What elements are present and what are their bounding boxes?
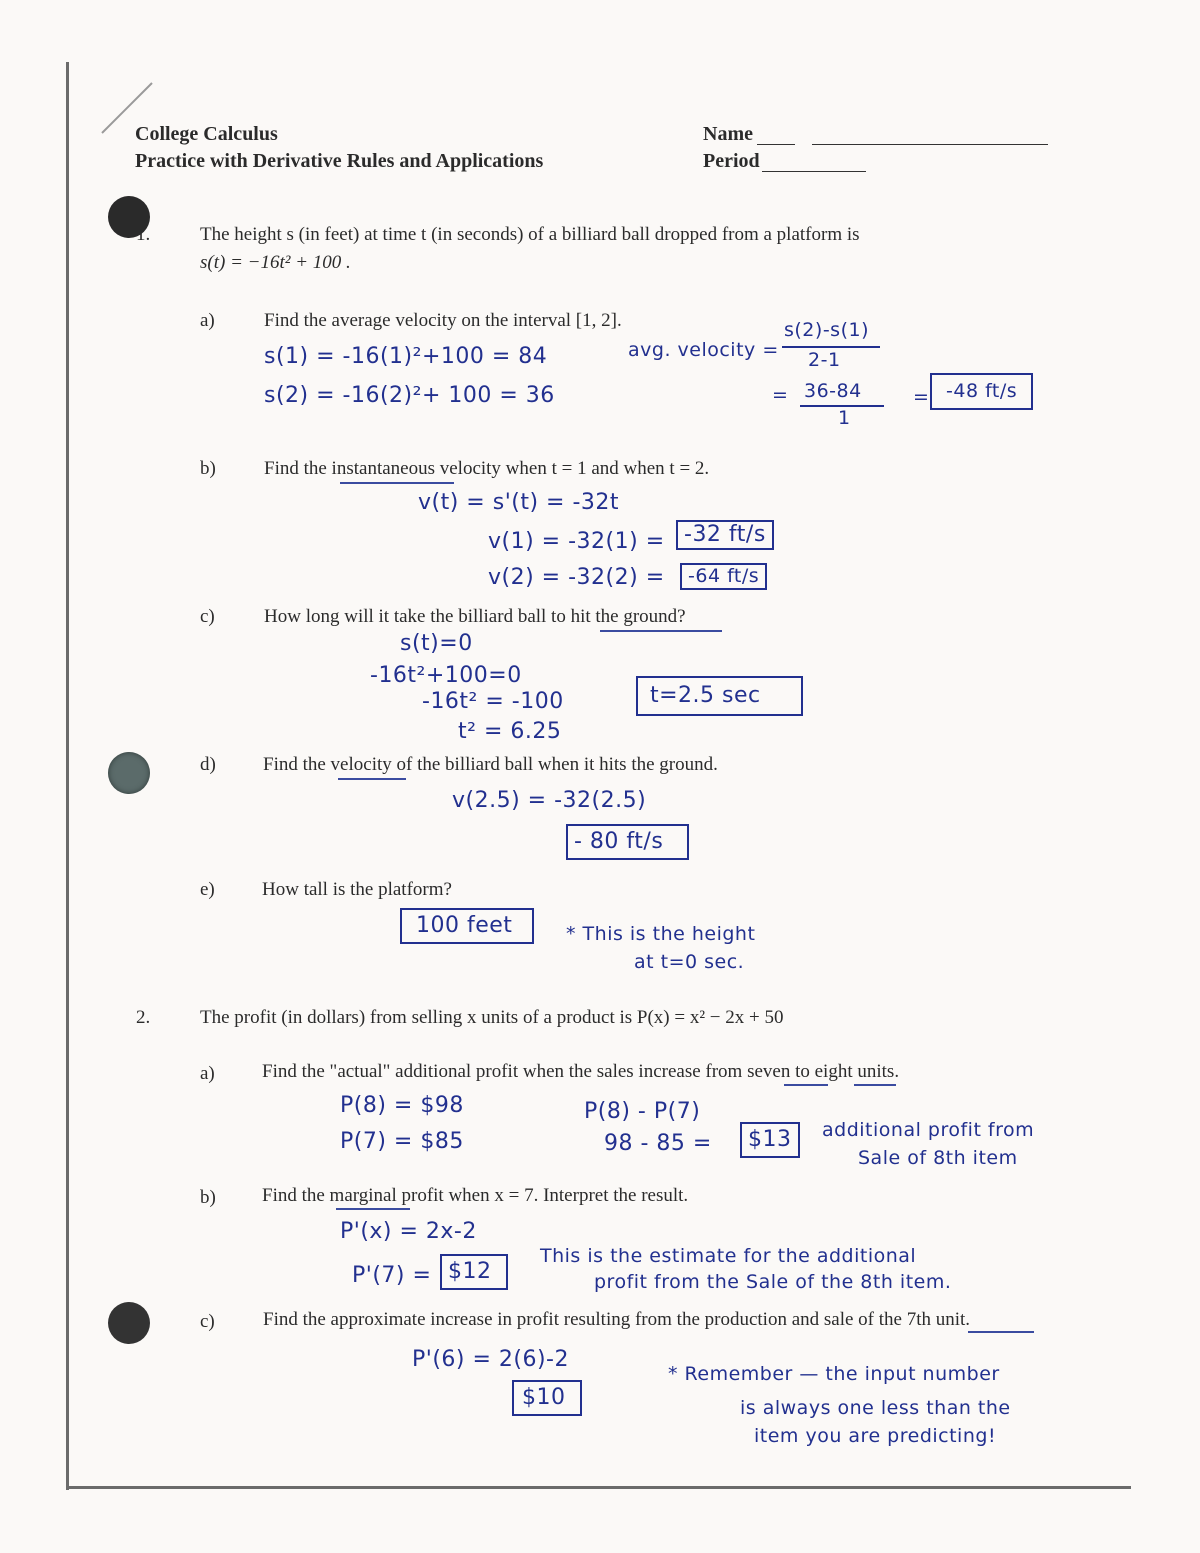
work-1c-step3: -16t² = -100 [422, 689, 564, 714]
answer-1e: 100 feet [400, 908, 534, 944]
answer-2a-wrap [740, 1122, 800, 1158]
work-1c-step2: -16t²+100=0 [370, 663, 522, 688]
answer-1b-v1: -32 ft/s [676, 520, 774, 550]
work-2a-diff1: P(8) - P(7) [584, 1099, 701, 1124]
answer-2c-wrap [512, 1380, 582, 1416]
work-1a-eq2: = [913, 386, 930, 408]
note-2b-line1: This is the estimate for the additional [540, 1245, 917, 1267]
frac-1-bar [782, 346, 880, 348]
answer-1c: t=2.5 sec [636, 676, 803, 716]
note-2c-line2: is always one less than the [740, 1397, 1011, 1419]
underline-instantaneous [340, 482, 454, 484]
part-1e-label: e) [200, 879, 215, 900]
answer-1b-v2: -64 ft/s [680, 563, 767, 590]
part-1b-question: Find the instantaneous velocity when t = 1 and when t = 2. [264, 458, 710, 479]
answer-2b: $12 [440, 1254, 508, 1290]
part-1d-label: d) [200, 754, 216, 775]
underline-seven [784, 1084, 828, 1086]
work-1b-v1: v(1) = -32(1) = [488, 529, 665, 554]
answer-2c: $10 [512, 1380, 582, 1416]
name-line-1[interactable] [757, 144, 795, 145]
work-1a-frac1-den: 2-1 [808, 349, 841, 371]
problem-1-formula: s(t) = −16t² + 100 . [200, 252, 351, 273]
part-1c-label: c) [200, 606, 215, 627]
work-1d: v(2.5) = -32(2.5) [452, 788, 647, 813]
part-1b-label: b) [200, 458, 216, 479]
underline-7th-unit [968, 1331, 1034, 1333]
work-1a-frac2-den: 1 [838, 407, 851, 429]
problem-1-number: 1. [136, 224, 151, 245]
note-2c-line1: * Remember — the input number [668, 1363, 1000, 1385]
period-label: Period [703, 150, 760, 172]
note-2c-line3: item you are predicting! [754, 1425, 997, 1447]
answer-1b-v1-wrap [676, 520, 774, 550]
work-2b-deriv: P'(x) = 2x-2 [340, 1219, 477, 1244]
work-1a-frac1-num: s(2)-s(1) [784, 319, 869, 341]
part-1c-question: How long will it take the billiard ball to hit the ground? [264, 606, 686, 627]
answer-1c-wrap [636, 676, 803, 716]
part-1a-label: a) [200, 310, 215, 331]
work-1a-frac2-num: 36-84 [804, 380, 862, 402]
paper-edge-left [66, 62, 69, 1490]
answer-2b-wrap [440, 1254, 508, 1290]
work-2a-diff2: 98 - 85 = [604, 1131, 712, 1156]
work-1c-step4: t² = 6.25 [458, 719, 562, 744]
underline-hit-ground [600, 630, 722, 632]
work-1a-eq: = [772, 384, 789, 406]
work-1c-step1: s(t)=0 [400, 631, 473, 656]
work-2b-p7: P'(7) = [352, 1263, 432, 1288]
underline-marginal [336, 1208, 410, 1210]
part-2b-label: b) [200, 1187, 216, 1208]
period-line[interactable] [762, 171, 866, 172]
answer-1a: -48 ft/s [930, 373, 1033, 410]
work-1b-v2: v(2) = -32(2) = [488, 565, 665, 590]
underline-velocity [338, 778, 406, 780]
course-title: College Calculus [135, 123, 278, 145]
part-2c-question: Find the approximate increase in profit resulting from the production and sale of the 7th unit. [263, 1309, 971, 1330]
work-2a-p7: P(7) = $85 [340, 1129, 464, 1154]
part-1a-question: Find the average velocity on the interval [1, 2]. [264, 310, 622, 331]
part-1e-question: How tall is the platform? [262, 879, 452, 900]
problem-1-stem: The height s (in feet) at time t (in seconds) of a billiard ball dropped from a platform is [200, 224, 860, 245]
answer-1d-wrap [566, 824, 689, 860]
name-line-2[interactable] [812, 144, 1048, 145]
work-1b-vt: v(t) = s'(t) = -32t [418, 490, 620, 515]
part-2a-question: Find the "actual" additional profit when the sales increase from seven to eight units. [262, 1061, 900, 1082]
answer-1a-wrap [930, 373, 1033, 410]
answer-2a: $13 [740, 1122, 800, 1158]
work-1a-avg-label: avg. velocity = [628, 339, 779, 361]
note-2b-line2: profit from the Sale of the 8th item. [594, 1271, 952, 1293]
work-2a-p8: P(8) = $98 [340, 1093, 464, 1118]
punch-hole-middle [108, 752, 150, 794]
note-1e-line2: at t=0 sec. [634, 951, 745, 973]
note-2a-line1: additional profit from [822, 1119, 1035, 1141]
note-1e-line1: * This is the height [566, 923, 756, 945]
answer-1e-wrap [400, 908, 534, 944]
worksheet-title: Practice with Derivative Rules and Applications [135, 150, 544, 172]
note-2a-line2: Sale of 8th item [858, 1147, 1018, 1169]
problem-2-number: 2. [136, 1007, 151, 1028]
part-2a-label: a) [200, 1063, 215, 1084]
punch-hole-bottom [108, 1302, 150, 1344]
work-1a-s2: s(2) = -16(2)²+ 100 = 36 [264, 383, 555, 408]
part-2b-question: Find the marginal profit when x = 7. Interpret the result. [262, 1185, 689, 1206]
part-1d-question: Find the velocity of the billiard ball when it hits the ground. [263, 754, 718, 775]
problem-2-stem: The profit (in dollars) from selling x units of a product is P(x) = x² − 2x + 50 [200, 1007, 784, 1028]
work-1a-s1: s(1) = -16(1)²+100 = 84 [264, 344, 548, 369]
part-2c-label: c) [200, 1311, 215, 1332]
name-label: Name [703, 123, 753, 145]
answer-1d: - 80 ft/s [566, 824, 689, 860]
answer-1b-v2-wrap [680, 563, 767, 590]
paper-edge-bottom [66, 1486, 1131, 1489]
underline-eight [854, 1084, 896, 1086]
work-2c: P'(6) = 2(6)-2 [412, 1347, 569, 1372]
